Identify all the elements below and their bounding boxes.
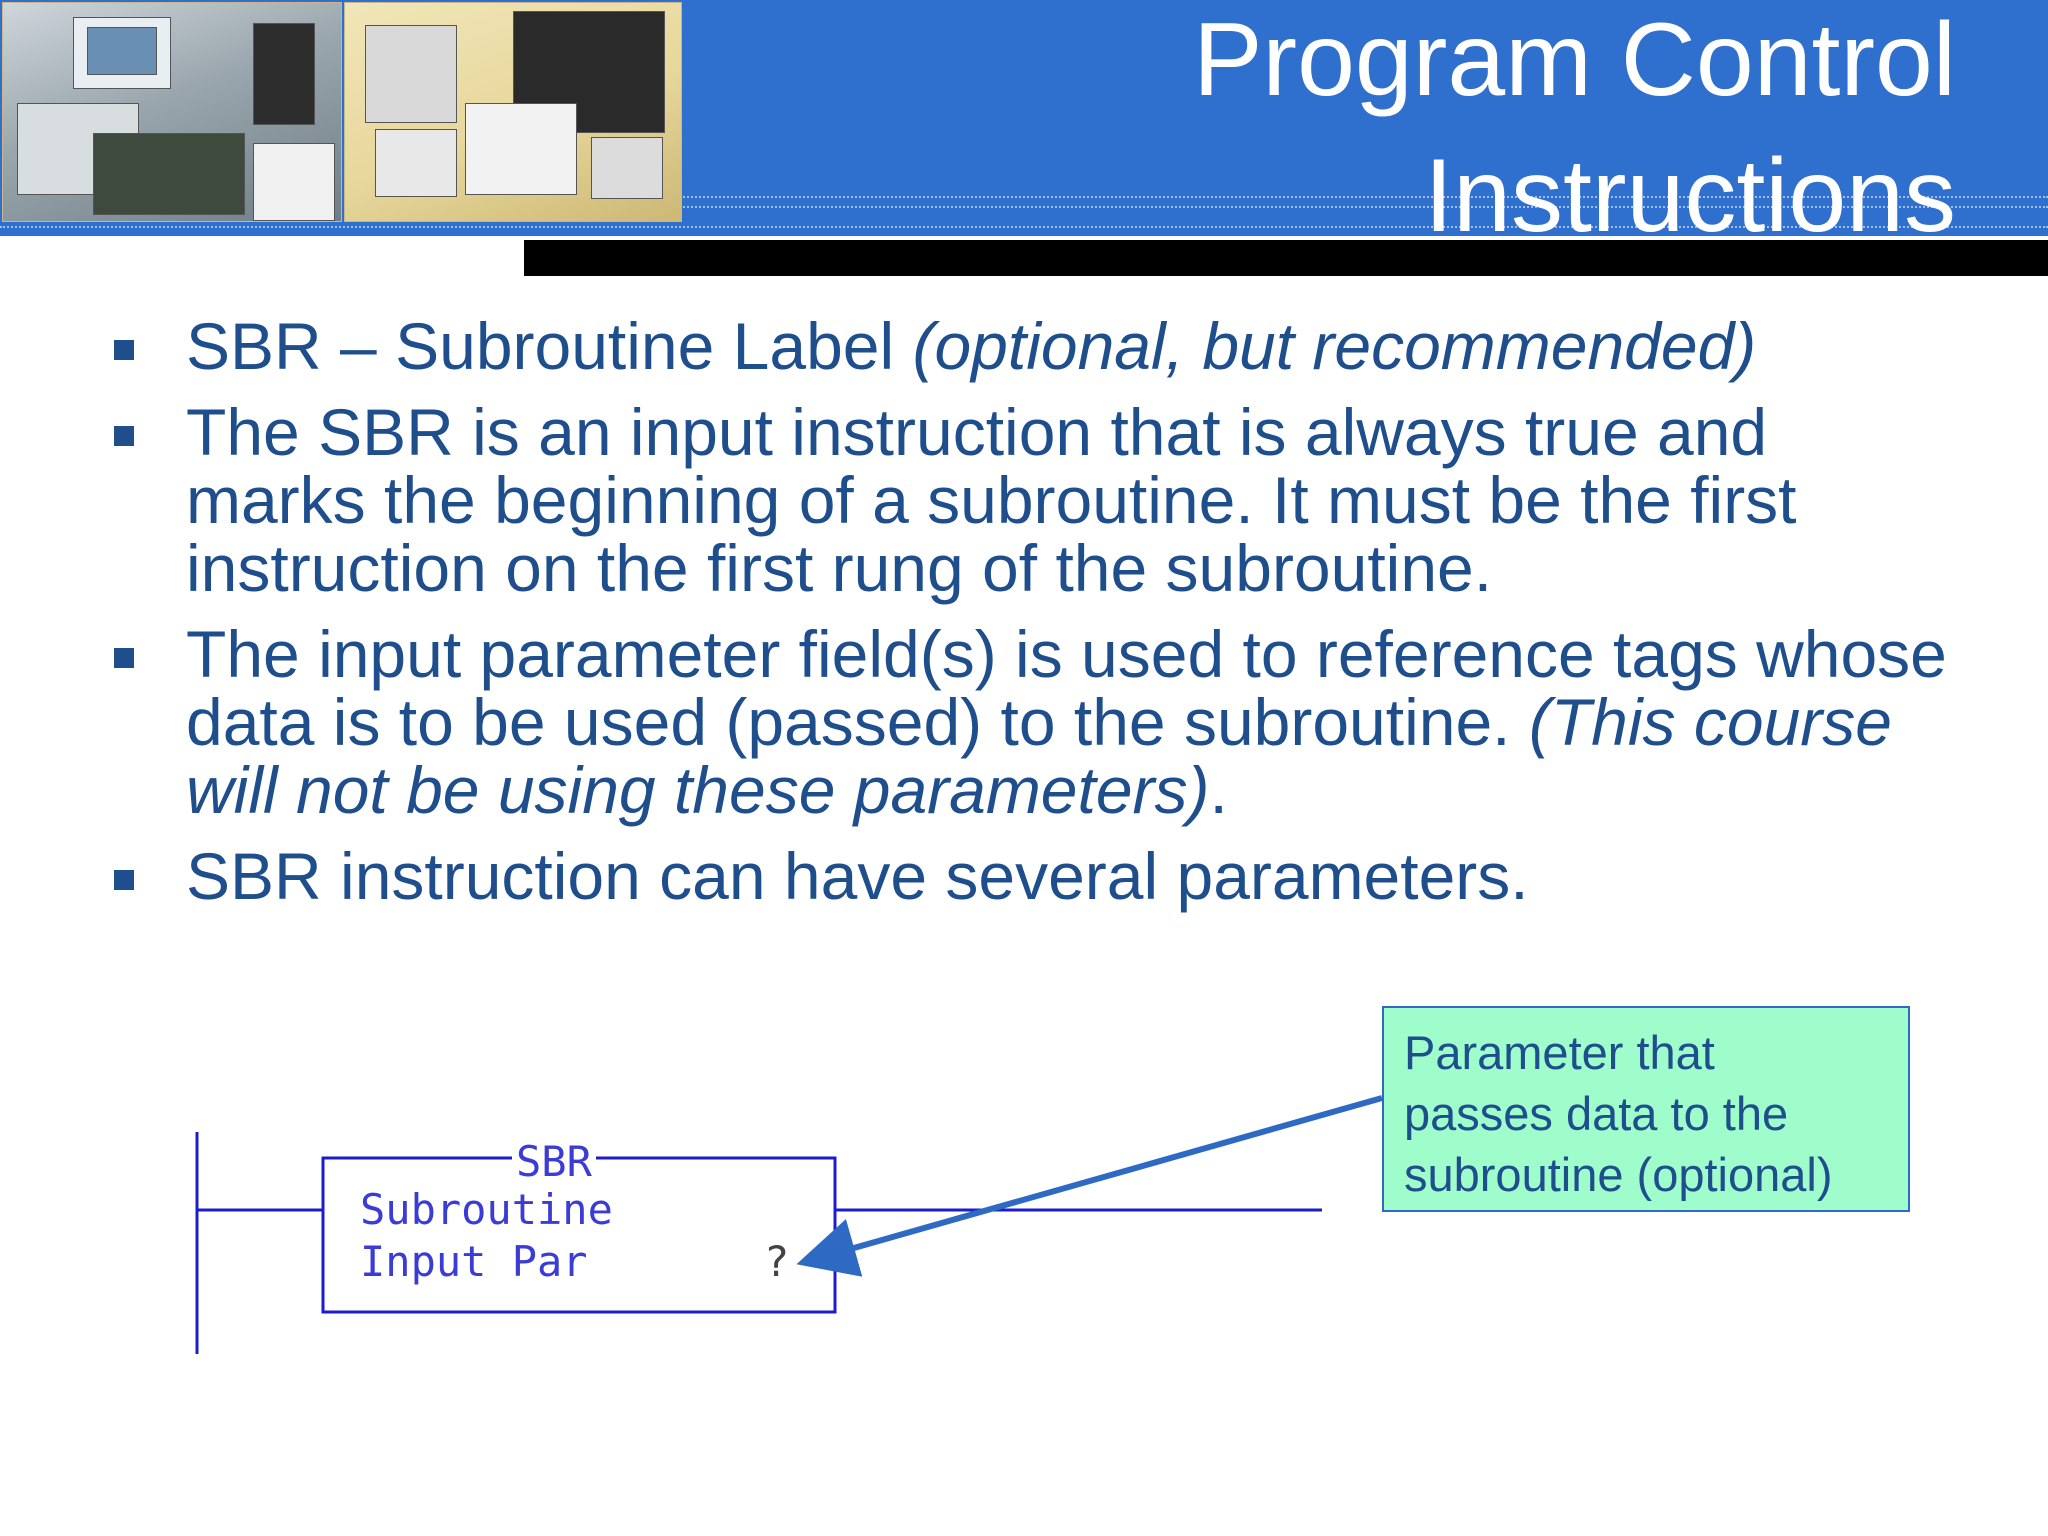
bullet-item	[110, 617, 1960, 827]
square-bullet-icon	[114, 648, 134, 668]
sbr-label-input-par: Input Par	[360, 1237, 588, 1286]
sbr-instruction-name: SBR	[512, 1138, 596, 1186]
callout-line: Parameter that	[1404, 1026, 1715, 1079]
square-bullet-icon	[114, 426, 134, 446]
bullet-italic-text: (This course will not be using these parameters)	[186, 685, 1892, 827]
slide-title-line: Instructions	[1424, 138, 1956, 254]
bullet-text: The input parameter field(s) is used to reference tags whose data is to be used (passed) to the subroutine.	[186, 617, 1947, 759]
slide-title	[856, 0, 1956, 264]
bullet-text: SBR – Subroutine Label	[186, 309, 913, 383]
bullet-item	[110, 839, 1960, 913]
plc-modules-photo	[344, 2, 682, 222]
callout-arrow	[808, 1098, 1382, 1261]
bullet-item	[110, 309, 1960, 383]
square-bullet-icon	[114, 870, 134, 890]
plc-hardware-photo	[2, 2, 342, 222]
bullet-list	[110, 309, 1960, 928]
bullet-text: The SBR is an input instruction that is always true and marks the beginning of a subroutine. It must be the first instruction on the first rung of the subroutine.	[186, 395, 1797, 605]
bullet-trailing-text: .	[1209, 753, 1228, 827]
slide-title-line: Program Control	[1193, 2, 1956, 118]
callout-line: passes data to the	[1404, 1087, 1789, 1140]
parameter-callout	[1382, 1006, 1910, 1212]
bullet-italic-text: (optional, but recommended)	[912, 309, 1757, 383]
sbr-label-subroutine: Subroutine	[360, 1185, 613, 1234]
bullet-item	[110, 395, 1960, 605]
callout-line: subroutine (optional)	[1404, 1148, 1833, 1201]
bullet-text: SBR instruction can have several parameters.	[186, 839, 1529, 913]
square-bullet-icon	[114, 340, 134, 360]
sbr-param-value: ?	[764, 1237, 790, 1286]
